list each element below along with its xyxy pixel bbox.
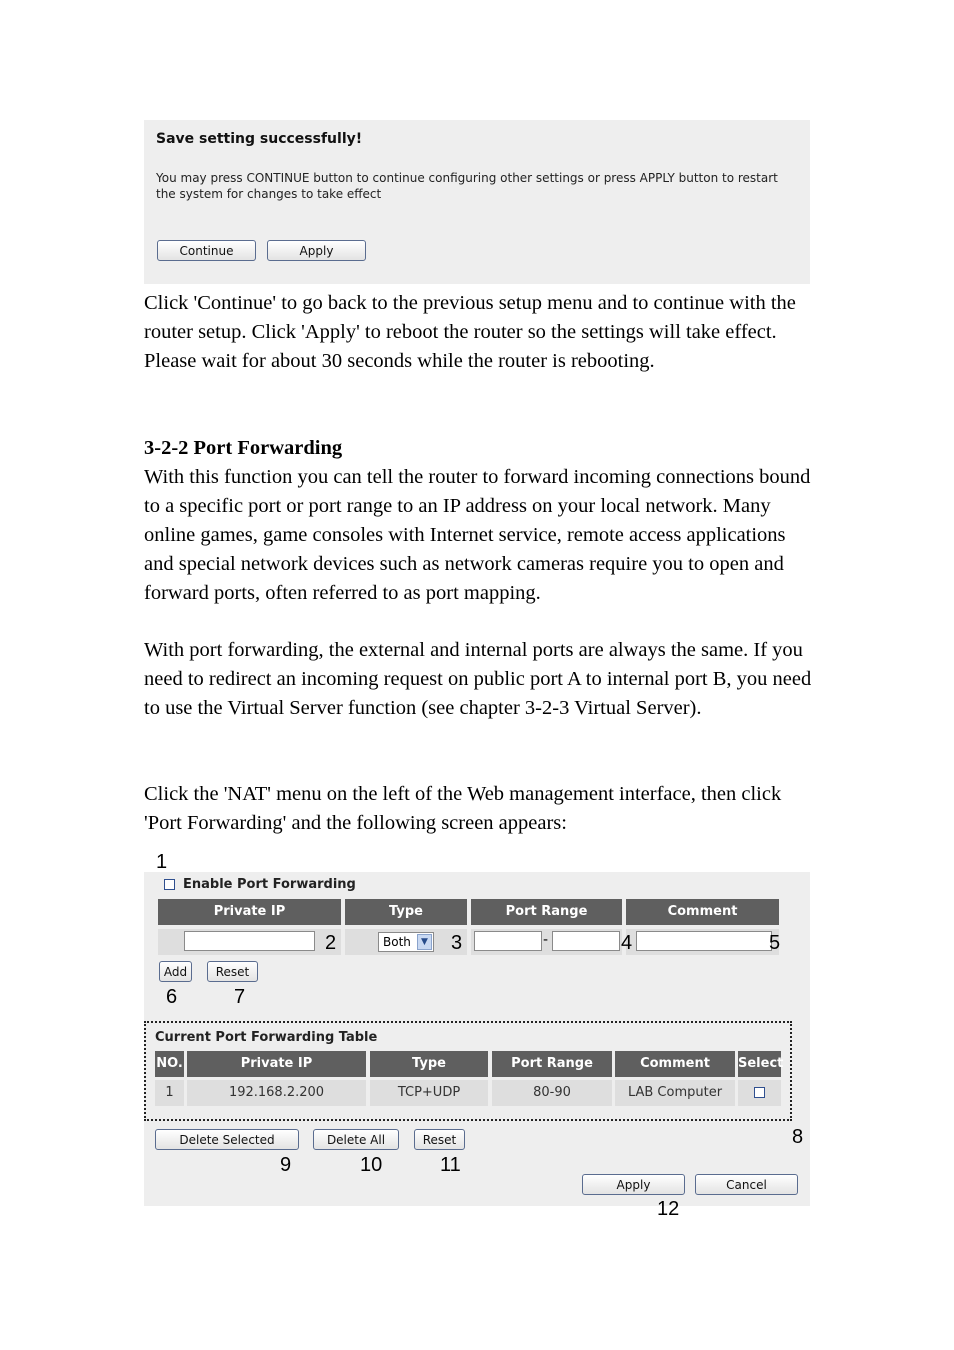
callout-7: 7 [234,986,246,1008]
reset-button[interactable]: Reset [207,961,258,982]
apply-settings-button[interactable]: Apply [582,1174,685,1195]
type-select[interactable] [378,932,434,952]
callout-12: 12 [657,1198,680,1220]
port-forwarding-panel [144,872,810,1206]
delete-selected-button[interactable]: Delete Selected [155,1129,299,1150]
table-header-private-ip: Private IP [187,1051,366,1077]
current-table-title: Current Port Forwarding Table [155,1030,378,1045]
comment-input[interactable] [636,931,772,951]
table-header-port-range: Port Range [492,1051,612,1077]
callout-6: 6 [166,986,178,1008]
callout-11: 11 [440,1154,461,1176]
cancel-button[interactable]: Cancel [695,1174,798,1195]
reset-table-button[interactable]: Reset [414,1129,465,1150]
table-cell-private-ip: 192.168.2.200 [187,1080,366,1106]
save-success-title: Save setting successfully! [156,131,363,147]
enable-port-forwarding-label: Enable Port Forwarding [183,877,356,892]
continue-button[interactable]: Continue [157,240,256,261]
port-range-separator: - [543,932,549,948]
delete-all-button[interactable]: Delete All [313,1129,399,1150]
callout-2: 2 [325,932,337,954]
private-ip-input[interactable] [184,931,315,951]
paragraph-port-forwarding-intro: With this function you can tell the router to forward incoming connections bound to a specific port or port range to an IP address on your local network. Many online games, game consoles with Internet service, remote access applications and special network devices such as network cameras require you to open and forward ports, often referred to as port mapping. [144,466,811,604]
callout-4: 4 [621,932,633,954]
table-cell-no: 1 [155,1080,184,1106]
callout-9: 9 [280,1154,292,1176]
chevron-down-icon: ▼ [417,934,432,950]
callout-8: 8 [792,1126,804,1148]
callout-1: 1 [156,851,168,873]
port-range-start-input[interactable] [474,931,542,951]
paragraph-port-forwarding-note: With port forwarding, the external and internal ports are always the same. If you need to redirect an incoming request on public port A to internal port B, you need to use the Virtual Server function (see chapter 3-2-3 Virtual Server). [144,639,812,719]
callout-10: 10 [360,1154,383,1176]
header-comment: Comment [626,899,779,925]
paragraph-continue-apply: Click 'Continue' to go back to the previous setup menu and to continue with the router setup. Click 'Apply' to reboot the router so the settings will take effect. Please wait for about 30 seconds while the router is rebooting. [144,292,796,372]
header-private-ip: Private IP [158,899,341,925]
row-select-checkbox[interactable] [754,1087,765,1098]
table-header-select: Select [738,1051,781,1077]
add-button[interactable]: Add [159,961,192,982]
paragraph-nat-menu: Click the 'NAT' menu on the left of the Web management interface, then click 'Port Forwarding' and the following screen appears: [144,783,782,834]
save-success-message: You may press CONTINUE button to continue configuring other settings or press APPLY button to restart the system for changes to take effect [156,171,778,201]
save-success-panel [144,120,810,284]
table-header-comment: Comment [615,1051,735,1077]
table-cell-comment: LAB Computer [615,1080,735,1106]
callout-5: 5 [769,932,781,954]
header-type: Type [345,899,467,925]
table-header-type: Type [370,1051,488,1077]
callout-3: 3 [451,932,463,954]
table-cell-port-range: 80-90 [492,1080,612,1106]
port-range-end-input[interactable] [552,931,620,951]
header-port-range: Port Range [471,899,622,925]
apply-button[interactable]: Apply [267,240,366,261]
table-cell-type: TCP+UDP [370,1080,488,1106]
table-header-no: NO. [155,1051,184,1077]
enable-port-forwarding-checkbox[interactable] [164,879,175,890]
section-heading: 3-2-2 Port Forwarding [144,437,343,459]
type-select-value: Both [383,935,411,949]
